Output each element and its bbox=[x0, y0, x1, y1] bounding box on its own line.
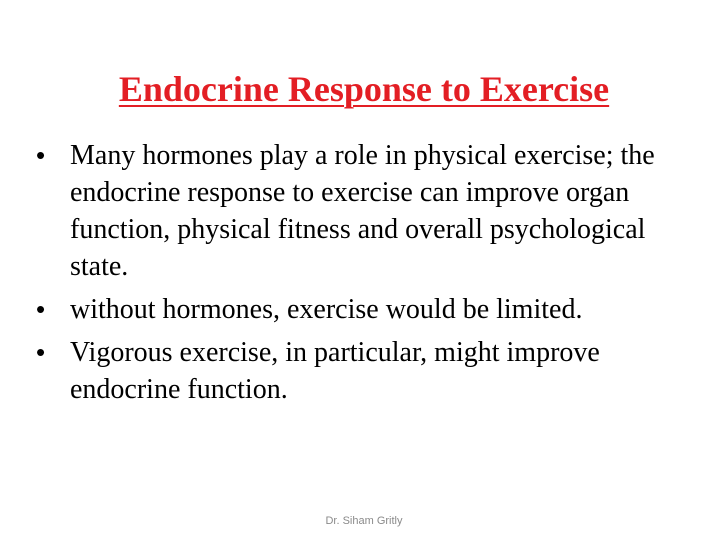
bullet-dot-icon: • bbox=[36, 140, 46, 170]
bullet-item bbox=[36, 137, 700, 285]
bullet-item bbox=[36, 334, 700, 408]
slide-title: Endocrine Response to Exercise bbox=[118, 69, 610, 109]
bullet-item bbox=[36, 291, 700, 328]
bullet-list bbox=[36, 137, 700, 414]
footer-author: Dr. Siham Gritly bbox=[325, 515, 403, 527]
bullet-text: without hormones, exercise would be limited. bbox=[70, 294, 583, 325]
bullet-text: Many hormones play a role in physical exercise; the endocrine response to exercise can improve organ function, physical fitness and overall psychological state. bbox=[70, 140, 655, 282]
bullet-dot-icon: • bbox=[36, 294, 46, 324]
bullet-text: Vigorous exercise, in particular, might improve endocrine function. bbox=[70, 337, 600, 405]
bullet-dot-icon: • bbox=[36, 337, 46, 367]
